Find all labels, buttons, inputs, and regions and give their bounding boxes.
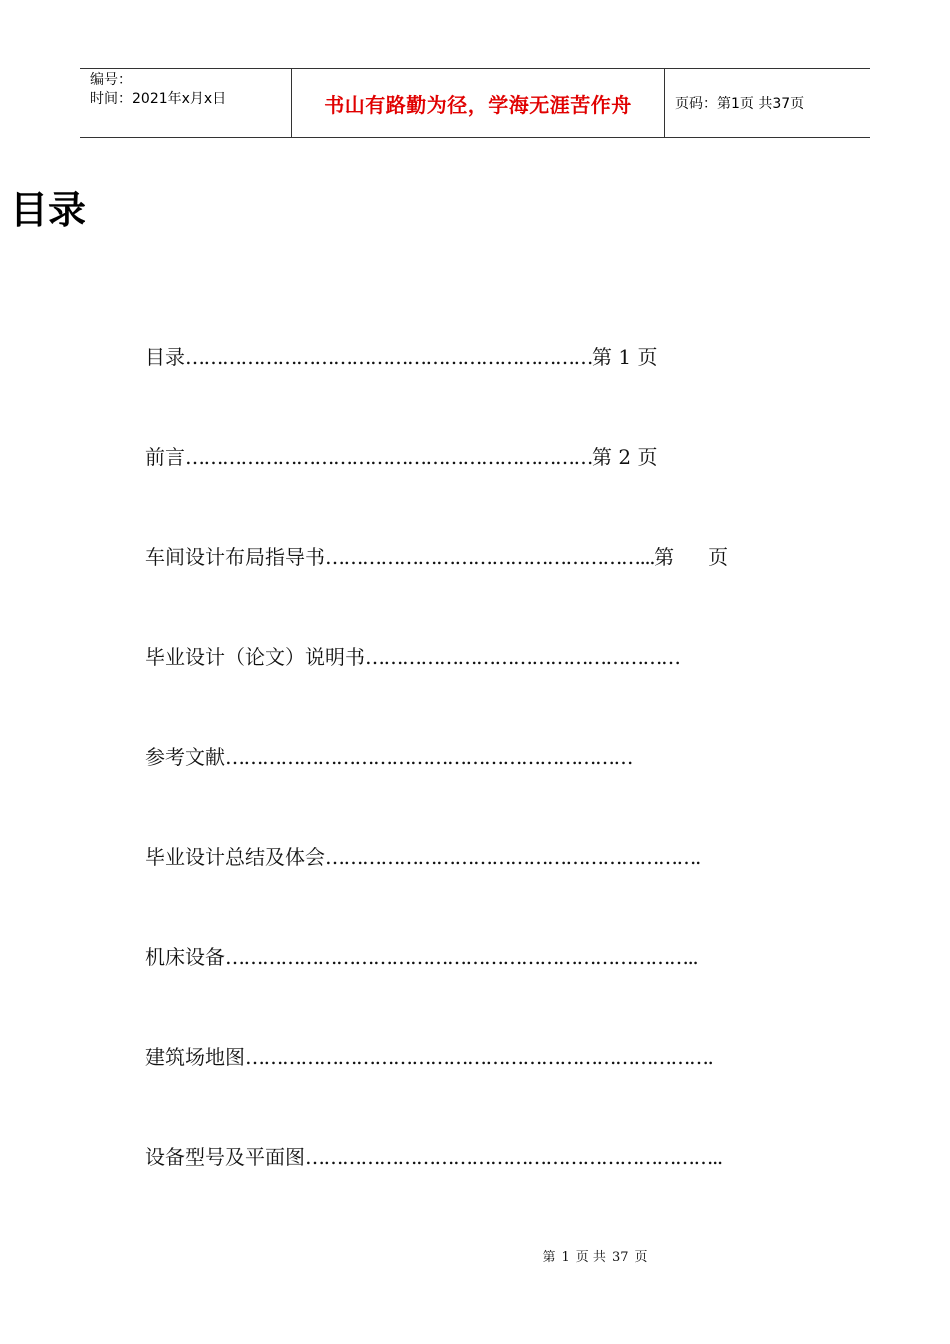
toc-entry-label: 前言 bbox=[145, 445, 185, 469]
table-of-contents bbox=[145, 0, 865, 1344]
page-title: 目录 bbox=[10, 188, 87, 232]
toc-entry-label: 参考文献 bbox=[145, 745, 225, 769]
toc-entry-leader: ………………………………………………………… bbox=[225, 745, 632, 769]
toc-entry-label: 设备型号及平面图 bbox=[145, 1145, 305, 1169]
toc-entry[interactable] bbox=[145, 843, 700, 871]
toc-entry-page: 第 2 页 bbox=[592, 445, 658, 469]
toc-entry-label: 建筑场地图 bbox=[145, 1045, 245, 1069]
header-motto: 书山有路勤为径，学海无涯苦作舟 bbox=[292, 69, 665, 137]
toc-entry-label: 机床设备 bbox=[145, 945, 225, 969]
toc-entry-leader: ………………………………………………………………….. bbox=[225, 945, 698, 969]
toc-entry[interactable] bbox=[145, 1143, 722, 1171]
footer-middle: 页 共 bbox=[575, 1250, 606, 1265]
toc-entry[interactable] bbox=[145, 943, 697, 971]
toc-entry-leader: ………………………………………………………… bbox=[185, 345, 592, 369]
page-footer bbox=[0, 1246, 950, 1265]
toc-entry-label: 目录 bbox=[145, 345, 185, 369]
toc-entry[interactable] bbox=[145, 643, 680, 671]
toc-entry-page: 第 1 页 bbox=[592, 345, 658, 369]
toc-entry-leader: ……………………………………………... bbox=[325, 545, 655, 569]
toc-entry-label: 毕业设计（论文）说明书 bbox=[145, 645, 365, 669]
document-number-label: 编号： bbox=[90, 72, 132, 88]
toc-entry-leader: ……………………………………………………. bbox=[325, 845, 700, 869]
toc-entry-page-suffix: 页 bbox=[708, 545, 729, 569]
toc-entry-label: 车间设计布局指导书 bbox=[145, 545, 325, 569]
toc-entry-leader: ………………………………………………………….. bbox=[305, 1145, 722, 1169]
footer-prefix: 第 bbox=[542, 1250, 556, 1265]
toc-entry[interactable] bbox=[145, 343, 657, 371]
footer-total-pages: 37 bbox=[611, 1250, 629, 1265]
header-page-info: 页码：第1页 共37页 bbox=[675, 96, 805, 112]
toc-entry[interactable] bbox=[145, 743, 632, 771]
footer-page-number: 1 bbox=[561, 1250, 570, 1265]
toc-entry-label: 毕业设计总结及体会 bbox=[145, 845, 325, 869]
toc-entry[interactable] bbox=[145, 1043, 712, 1071]
toc-entry[interactable] bbox=[145, 543, 728, 571]
footer-suffix: 页 bbox=[634, 1250, 648, 1265]
toc-entry-leader: …………………………………………… bbox=[365, 645, 680, 669]
toc-entry-leader: …………………………………………………………………. bbox=[245, 1045, 713, 1069]
document-time-label: 时间：2021年x月x日 bbox=[90, 91, 227, 107]
toc-entry-page-prefix: 第 bbox=[654, 545, 675, 569]
toc-entry-leader: ………………………………………………………… bbox=[185, 445, 592, 469]
toc-entry[interactable] bbox=[145, 443, 657, 471]
